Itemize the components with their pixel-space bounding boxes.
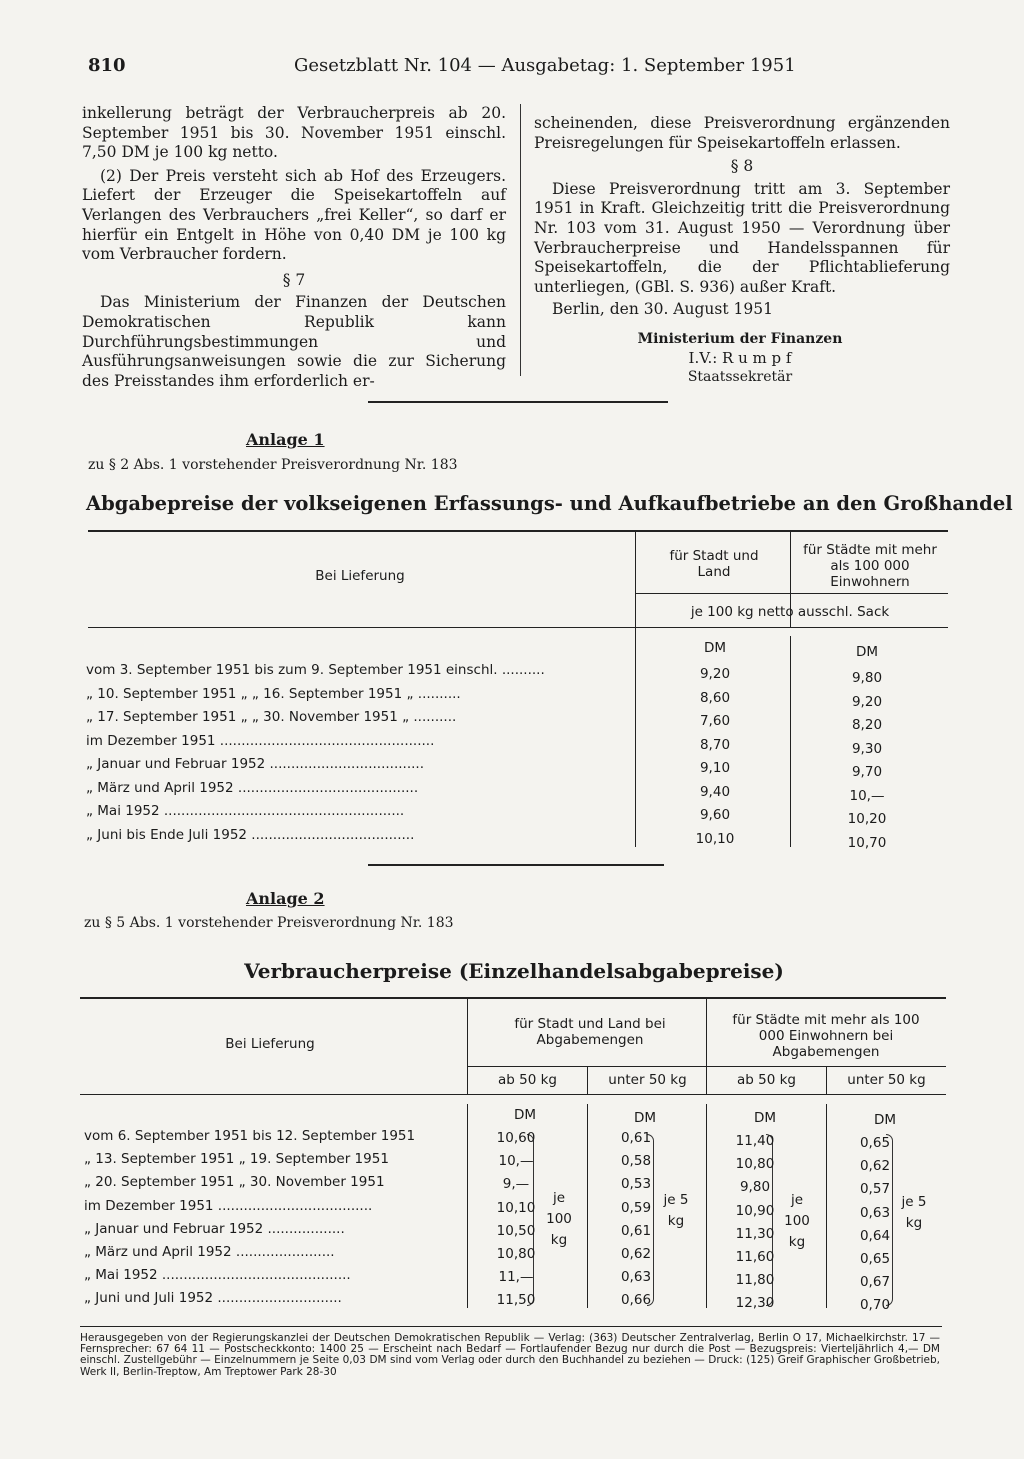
- table2-value-ab50-stadt-land: 9,—: [502, 1176, 530, 1192]
- table2-value-ab50-grossstadt: 9,80: [739, 1179, 771, 1195]
- table2-value-unter50-grossstadt: 0,63: [859, 1205, 891, 1221]
- table2-vline-2: [706, 999, 707, 1094]
- table1-value-stadt-land: 8,60: [699, 690, 731, 706]
- table2-value-ab50-stadt-land: 11,—: [498, 1269, 534, 1285]
- table2-value-unter50-grossstadt: 0,70: [859, 1297, 891, 1313]
- table1-head-delivery: Bei Lieferung: [315, 568, 405, 584]
- table1-vline-2b: [790, 636, 791, 847]
- table1-value-grossstadt: 9,80: [851, 670, 883, 686]
- table2-body-vline-1: [467, 1104, 468, 1308]
- table1-row-label: im Dezember 1951 ..................................................: [86, 733, 435, 749]
- table1-value-stadt-land: 8,70: [699, 737, 731, 753]
- table2-value-unter50-stadt-land: 0,61: [620, 1223, 652, 1239]
- table2-value-unter50-grossstadt: 0,65: [859, 1135, 891, 1151]
- table1-currency-2: DM: [855, 644, 879, 660]
- je-100-kg-1: je 100 kg: [546, 1190, 572, 1248]
- right-paragraph-1: scheinenden, diese Preisverordnung ergänzenden Preisregelungen für Speisekartoffeln erlassen.: [534, 114, 950, 152]
- table2-value-unter50-grossstadt: 0,67: [859, 1274, 891, 1290]
- je-100-kg-2: je 100 kg: [784, 1192, 810, 1250]
- table1-row-label: „ Mai 1952 ........................................................: [86, 803, 405, 819]
- table2-row-label: „ Mai 1952 ............................................: [84, 1267, 351, 1283]
- table2-value-unter50-grossstadt: 0,57: [859, 1181, 891, 1197]
- je-5-kg-1: je 5 kg: [663, 1192, 689, 1229]
- table2-value-ab50-grossstadt: 10,90: [735, 1203, 775, 1219]
- table2-value-ab50-stadt-land: 11,50: [496, 1292, 536, 1308]
- table2-value-ab50-stadt-land: 10,60: [496, 1130, 536, 1146]
- table2-value-unter50-grossstadt: 0,64: [859, 1228, 891, 1244]
- table2-value-ab50-grossstadt: 11,80: [735, 1272, 775, 1288]
- table1-vline-1: [635, 532, 636, 847]
- signature-block: [620, 330, 860, 387]
- table2-value-unter50-grossstadt: 0,62: [859, 1158, 891, 1174]
- divider-rule: [368, 401, 668, 403]
- table2-mid-rule: [467, 1066, 946, 1067]
- anlage-2-label: Anlage 2: [246, 889, 325, 908]
- table2-value-unter50-stadt-land: 0,63: [620, 1269, 652, 1285]
- table2-currency-3: DM: [753, 1110, 777, 1126]
- column-separator: [520, 104, 521, 376]
- table2-head-rule: [80, 1094, 946, 1095]
- table2-body-vline-4: [826, 1104, 827, 1308]
- table2-value-unter50-stadt-land: 0,53: [620, 1176, 652, 1192]
- table2-sub-ab50-1: ab 50 kg: [498, 1072, 557, 1088]
- table1-value-stadt-land: 7,60: [699, 713, 731, 729]
- section-7-heading: § 7: [282, 270, 306, 289]
- table1-value-stadt-land: 9,60: [699, 807, 731, 823]
- table2-currency-4: DM: [873, 1112, 897, 1128]
- table2-vline-4: [826, 1066, 827, 1094]
- table1-row-label: „ Juni bis Ende Juli 1952 ......................................: [86, 827, 415, 843]
- table2-sub-unter50-2: unter 50 kg: [847, 1072, 926, 1088]
- table1-head-unit: je 100 kg netto ausschl. Sack: [690, 604, 890, 620]
- table1-value-stadt-land: 10,10: [695, 831, 735, 847]
- anlage-1-reference: zu § 2 Abs. 1 vorstehender Preisverordnung Nr. 183: [88, 457, 458, 473]
- table1-row-label: vom 3. September 1951 bis zum 9. September 1951 einschl. ..........: [86, 662, 545, 678]
- anlage-2-title: Verbraucherpreise (Einzelhandelsabgabepreise): [244, 959, 784, 983]
- table2-row-label: „ 20. September 1951 „ 30. November 1951: [84, 1174, 385, 1190]
- table1-head-col1: für Stadt und Land: [669, 548, 759, 580]
- table1-value-grossstadt: 9,70: [851, 764, 883, 780]
- table1-value-grossstadt: 8,20: [851, 717, 883, 733]
- je-5-kg-2: je 5 kg: [901, 1194, 927, 1231]
- table2-currency-2: DM: [633, 1110, 657, 1126]
- anlage-1-title: Abgabepreise der volkseigenen Erfassungs- und Aufkaufbetriebe an den Großhandel: [86, 492, 1013, 515]
- right-column: [534, 114, 950, 320]
- table2-top-rule: [80, 997, 946, 999]
- table1-mid-rule: [636, 593, 948, 594]
- footer-rule: [80, 1326, 942, 1327]
- table1-row-label: „ Januar und Februar 1952 ....................................: [86, 756, 424, 772]
- table1-top-rule: [88, 530, 948, 532]
- table1-value-grossstadt: 10,—: [849, 788, 885, 804]
- table2-vline-3: [587, 1066, 588, 1094]
- table2-value-ab50-grossstadt: 11,30: [735, 1226, 775, 1242]
- table1-row-label: „ 17. September 1951 „ „ 30. November 1951 „ ..........: [86, 709, 457, 725]
- section-8-heading: § 8: [730, 157, 754, 176]
- page-header: [88, 55, 958, 85]
- page-number: 810: [88, 55, 126, 76]
- table2-row-label: „ März und April 1952 .......................: [84, 1244, 335, 1260]
- left-paragraph-3: Das Ministerium der Finanzen der Deutschen Demokratischen Republik kann Durchführungsbestimmungen und Ausführungsanweisungen sowie die zur Sicherung des Preisstandes ihm erforderlich er-: [82, 293, 506, 390]
- table2-value-ab50-grossstadt: 11,60: [735, 1249, 775, 1265]
- table1-currency-1: DM: [703, 640, 727, 656]
- table2-currency-1: DM: [513, 1107, 537, 1123]
- table2-head-delivery: Bei Lieferung: [225, 1036, 315, 1052]
- table1-head-col2: für Städte mit mehr als 100 000 Einwohnern: [803, 542, 937, 590]
- right-paragraph-2: Diese Preisverordnung tritt am 3. September 1951 in Kraft. Gleichzeitig tritt die Preisverordnung Nr. 103 vom 31. August 1950 — Verordnung über Verbraucherpreise und Handelsspannen für Speisekartoffeln, die der Pflichtablieferung unterliegen, (GBl. S. 936) außer Kraft.: [534, 179, 950, 296]
- table2-row-label: vom 6. September 1951 bis 12. September 1951: [84, 1128, 416, 1144]
- table2-body-vline-3: [706, 1104, 707, 1308]
- table2-value-unter50-stadt-land: 0,66: [620, 1292, 652, 1308]
- table2-row-label: „ Juni und Juli 1952 .............................: [84, 1290, 342, 1306]
- table1-head-rule: [88, 627, 948, 628]
- table2-value-unter50-stadt-land: 0,62: [620, 1246, 652, 1262]
- signatory: I.V.: R u m p f: [688, 349, 792, 367]
- table2-value-ab50-grossstadt: 11,40: [735, 1133, 775, 1149]
- table1-row-label: „ März und April 1952 ..........................................: [86, 780, 419, 796]
- gazette-title: Gesetzblatt Nr. 104 — Ausgabetag: 1. September 1951: [294, 55, 796, 76]
- table1-bottom-rule: [368, 864, 664, 866]
- table1-value-stadt-land: 9,40: [699, 784, 731, 800]
- table2-value-ab50-stadt-land: 10,—: [498, 1153, 534, 1169]
- left-paragraph-1: inkellerung beträgt der Verbraucherpreis ab 20. September 1951 bis 30. November 1951 einschl. 7,50 DM je 100 kg netto.: [82, 104, 506, 162]
- table2-sub-unter50-1: unter 50 kg: [608, 1072, 687, 1088]
- table2-sub-ab50-2: ab 50 kg: [737, 1072, 796, 1088]
- table2-value-ab50-stadt-land: 10,80: [496, 1246, 536, 1262]
- table2-vline-1: [467, 999, 468, 1094]
- table2-value-ab50-stadt-land: 10,50: [496, 1223, 536, 1239]
- table2-head-group1: für Stadt und Land bei Abgabemengen: [514, 1016, 666, 1048]
- table2-value-ab50-stadt-land: 10,10: [496, 1200, 536, 1216]
- signatory-role: Staatssekretär: [687, 369, 793, 385]
- left-column: [82, 104, 506, 391]
- table2-value-unter50-grossstadt: 0,65: [859, 1251, 891, 1267]
- anlage-1-label: Anlage 1: [246, 430, 325, 449]
- table2-head-group2: für Städte mit mehr als 100 000 Einwohnern bei Abgabemengen: [732, 1012, 920, 1060]
- table2-value-ab50-grossstadt: 12,30: [735, 1295, 775, 1311]
- imprint-footer: Herausgegeben von der Regierungskanzlei der Deutschen Demokratischen Republik — Verlag: (363) Deutscher Zentralverlag, Berlin O 17, Michaelkirchstr. 17 — Fernsprecher: 67 64 11 — Postscheckkonto: 1400 25 — Erscheint nach Bedarf — Fortlaufender Bezug nur durch die Post — Bezugspreis: Vierteljährlich 4,— DM einschl. Zustellgebühr — Einzelnummern je Seite 0,03 DM sind vom Verlag oder durch den Buchhandel zu beziehen — Druck: (125) Greif Graphischer Großbetrieb, Werk II, Berlin-Treptow, Am Treptower Park 28-30: [80, 1332, 940, 1378]
- table1-value-stadt-land: 9,10: [699, 760, 731, 776]
- table2-value-unter50-stadt-land: 0,58: [620, 1153, 652, 1169]
- table1-value-grossstadt: 10,20: [847, 811, 887, 827]
- table2-body-vline-2: [587, 1104, 588, 1308]
- table2-row-label: „ 13. September 1951 „ 19. September 1951: [84, 1151, 389, 1167]
- table1-value-stadt-land: 9,20: [699, 666, 731, 682]
- table2-value-unter50-stadt-land: 0,61: [620, 1130, 652, 1146]
- table2-row-label: „ Januar und Februar 1952 ..................: [84, 1221, 345, 1237]
- place-date: Berlin, den 30. August 1951: [552, 300, 773, 319]
- table1-value-grossstadt: 9,20: [851, 694, 883, 710]
- table2-value-ab50-grossstadt: 10,80: [735, 1156, 775, 1172]
- table1-value-grossstadt: 10,70: [847, 835, 887, 851]
- table2-value-unter50-stadt-land: 0,59: [620, 1200, 652, 1216]
- table1-row-label: „ 10. September 1951 „ „ 16. September 1951 „ ..........: [86, 686, 461, 702]
- ministry-name: Ministerium der Finanzen: [637, 331, 843, 347]
- left-paragraph-2: (2) Der Preis versteht sich ab Hof des Erzeugers. Liefert der Erzeuger die Speisekartoffeln auf Verlangen des Verbrauchers „frei Keller“, so darf er hierfür ein Entgelt in Höhe von 0,40 DM je 100 kg vom Verbraucher fordern.: [82, 166, 506, 264]
- table2-row-label: im Dezember 1951 ....................................: [84, 1198, 373, 1214]
- table1-value-grossstadt: 9,30: [851, 741, 883, 757]
- anlage-2-reference: zu § 5 Abs. 1 vorstehender Preisverordnung Nr. 183: [84, 915, 454, 931]
